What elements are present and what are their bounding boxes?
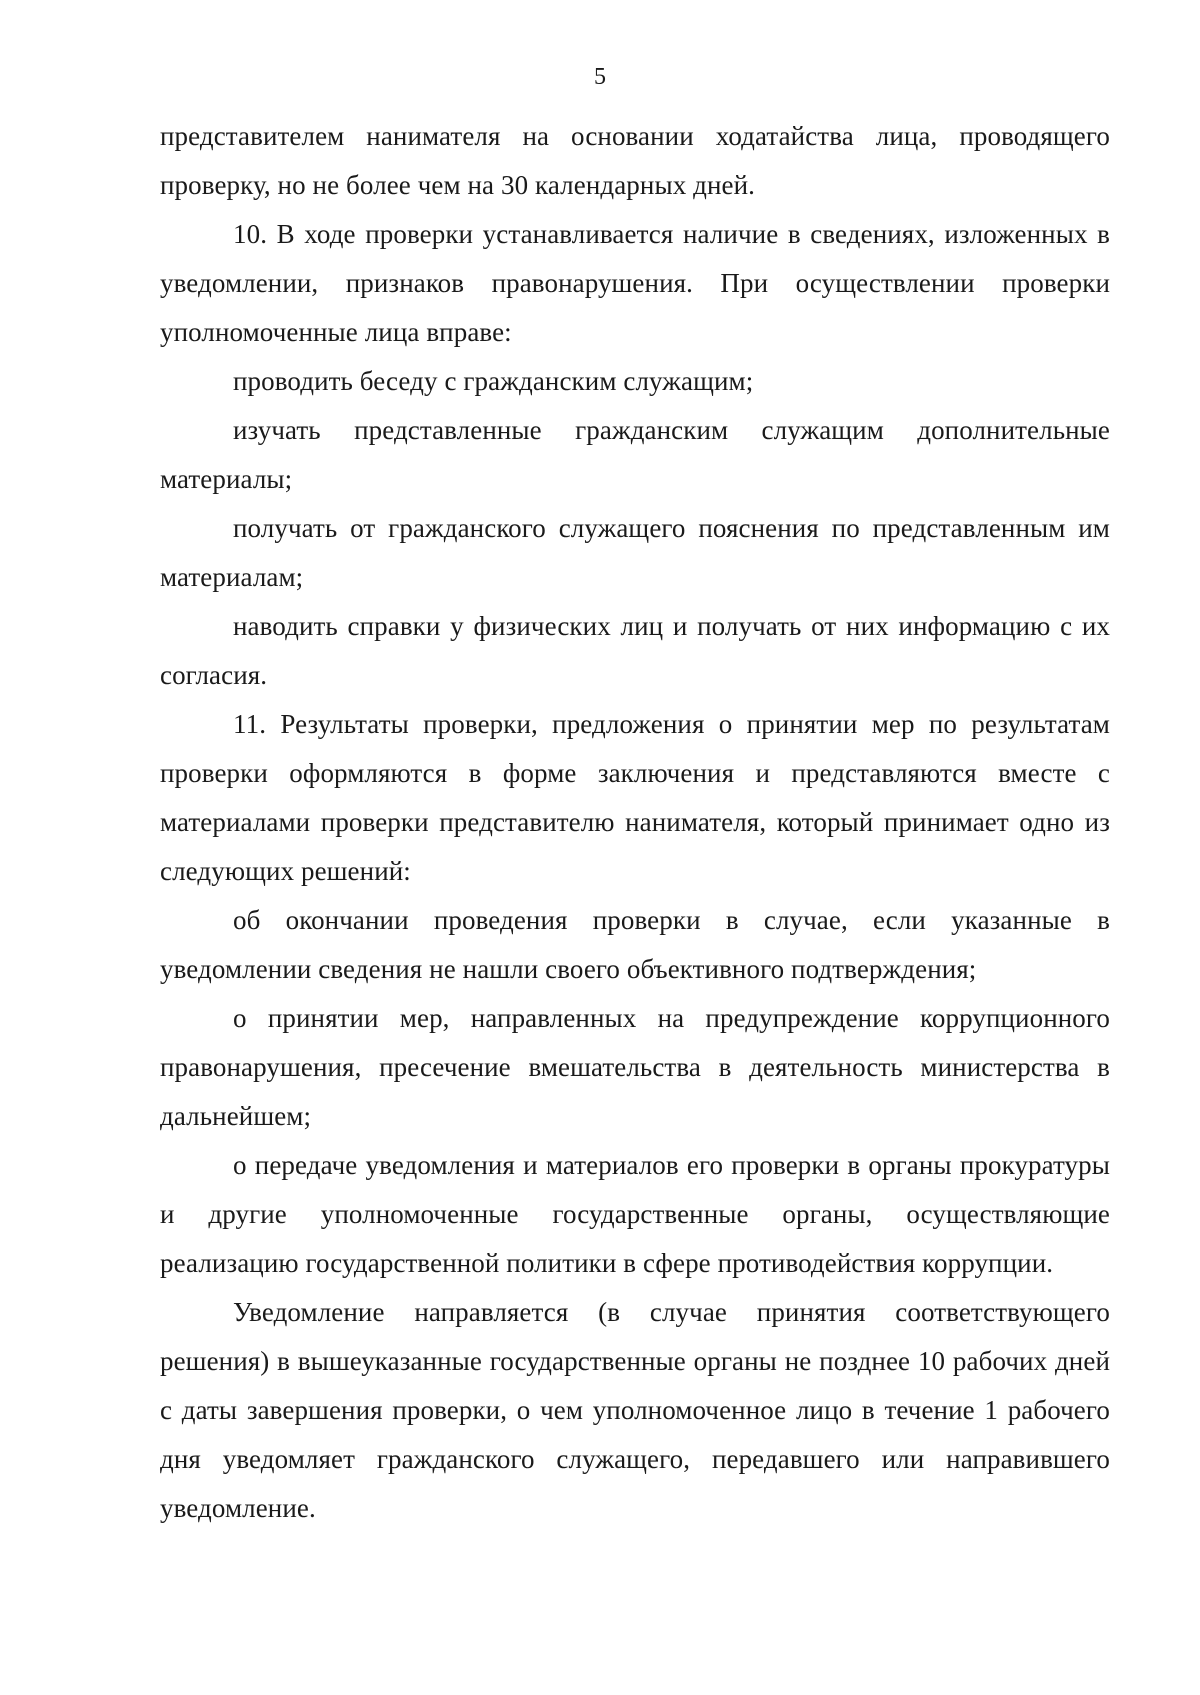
paragraph-notification: Уведомление направляется (в случае принятия соответствующего решения) в вышеуказанные государственные органы не позднее 10 рабочих дней с даты завершения проверки, о чем уполномоченное лицо в течение 1 рабочего дня уведомляет гражданского служащего, передавшего или направившего уведомление.: [160, 1297, 1110, 1523]
document-body: [160, 112, 1110, 1533]
paragraph-decision-measures: о принятии мер, направленных на предупреждение коррупционного правонарушения, пресечение вмешательства в деятельность министерства в дальнейшем;: [160, 1003, 1110, 1131]
paragraph-item-10: 10. В ходе проверки устанавливается наличие в сведениях, изложенных в уведомлении, признаков правонарушения. При осуществлении проверки уполномоченные лица вправе:: [160, 219, 1110, 347]
paragraph-right-study-materials: изучать представленные гражданским служащим дополнительные материалы;: [160, 415, 1110, 494]
paragraph-right-inquiries: наводить справки у физических лиц и получать от них информацию с их согласия.: [160, 611, 1110, 690]
paragraph-right-explanations: получать от гражданского служащего пояснения по представленным им материалам;: [160, 513, 1110, 592]
page-number: 5: [594, 64, 606, 90]
paragraph-decision-end-check: об окончании проведения проверки в случае, если указанные в уведомлении сведения не нашли своего объективного подтверждения;: [160, 905, 1110, 984]
paragraph-item-11: 11. Результаты проверки, предложения о принятии мер по результатам проверки оформляются в форме заключения и представляются вместе с материалами проверки представителю нанимателя, который принимает одно из следующих решений:: [160, 709, 1110, 886]
paragraph-continuation: представителем нанимателя на основании ходатайства лица, проводящего проверку, но не более чем на 30 календарных дней.: [160, 121, 1110, 200]
paragraph-right-conversation: проводить беседу с гражданским служащим;: [233, 366, 754, 396]
paragraph-decision-transfer: о передаче уведомления и материалов его проверки в органы прокуратуры и другие уполномоченные государственные органы, осуществляющие реализацию государственной политики в сфере противодействия коррупции.: [160, 1150, 1110, 1278]
